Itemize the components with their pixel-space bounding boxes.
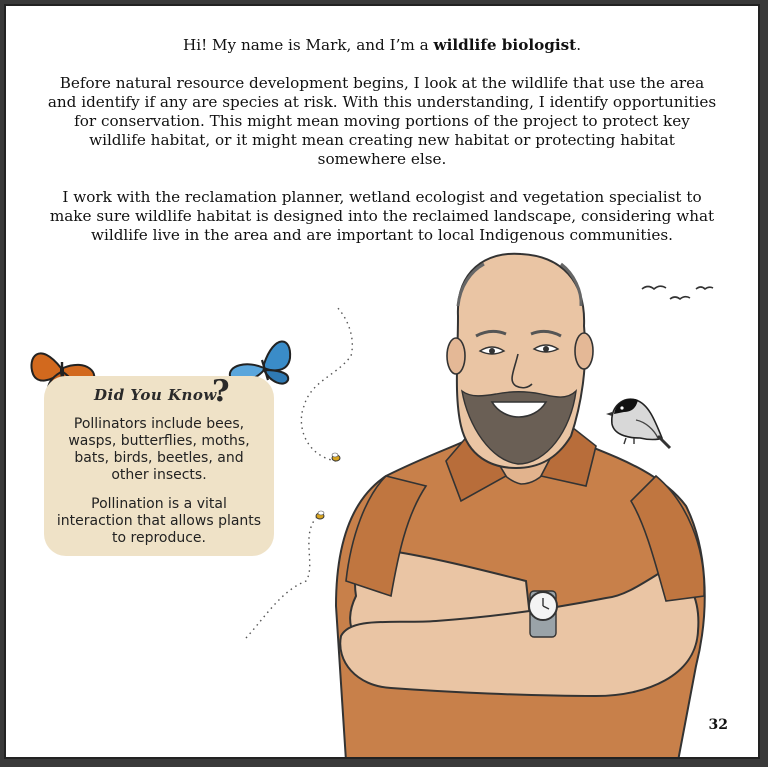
page	[4, 4, 760, 759]
chickadee-icon	[606, 399, 670, 448]
page-number: 32	[708, 717, 728, 733]
watch-icon	[529, 591, 557, 637]
did-you-know-box	[44, 376, 274, 556]
bee-icon	[332, 453, 340, 461]
question-mark-icon: ?	[212, 374, 230, 409]
paragraph-1: Before natural resource development begins, I look at the wildlife that use the area and identify if any are species at risk. With this understanding, I identify opportunities for conservation. This might mean moving portions of the project to protect key wildlife habitat, or it might mean creating new habitat or protecting habitat somewhere else.	[47, 74, 717, 168]
bird-icon	[642, 286, 713, 299]
intro-prefix: Hi! My name is Mark, and I’m a	[182, 36, 434, 54]
did-you-know-fact-1: Pollinators include bees, wasps, butterflies, moths, bats, birds, beetles, and other insects.	[68, 416, 250, 483]
bee-icon	[316, 511, 324, 519]
did-you-know-fact-2: Pollination is a vital interaction that allows plants to reproduce.	[56, 496, 262, 546]
intro-role: wildlife biologist	[433, 36, 577, 54]
man-illustration	[336, 254, 705, 759]
did-you-know-title: Did You Know	[94, 386, 217, 404]
paragraph-2: I work with the reclamation planner, wetland ecologist and vegetation specialist to make sure wildlife habitat is designed into the reclaimed landscape, considering what wildlife live in the area and are important to local Indigenous communities.	[49, 188, 715, 244]
intro-suffix: .	[576, 36, 582, 54]
flight-path-2	[301, 306, 352, 461]
